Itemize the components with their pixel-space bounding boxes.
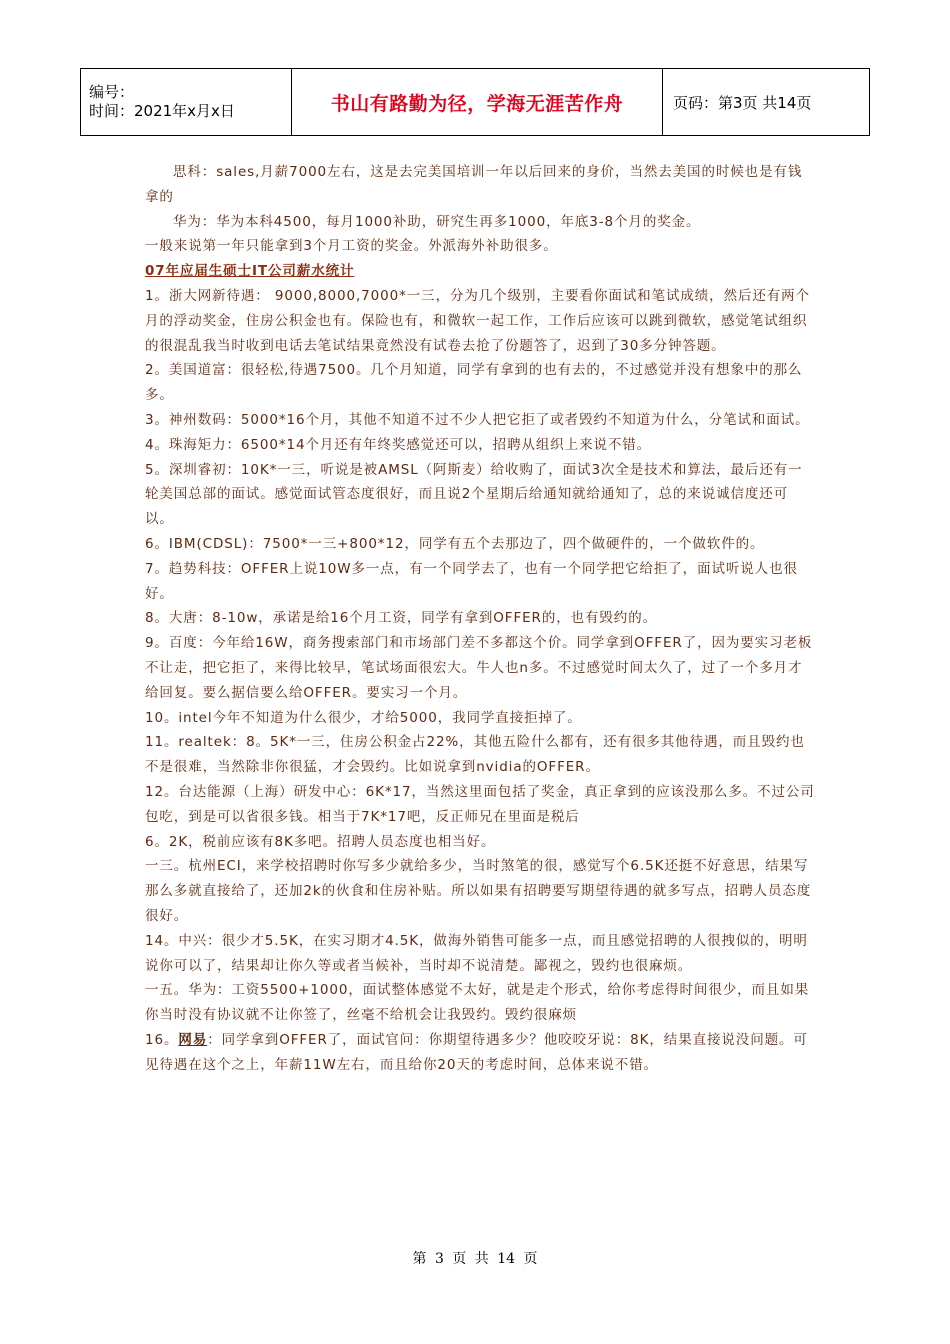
item16-company-link: 网易 <box>178 1031 208 1048</box>
list-item: 1。浙大网新待遇： 9000,8000,7000*一三，分为几个级别，主要看你面试和笔试成绩，然后还有两个月的浮动奖金，住房公积金也有。保险也有，和微软一起工作，工作后应该可以跳到微软，感觉笔试组织的很混乱我当时收到电话去笔试结果竟然没有试卷去抢了份题答了，迟到了30多分钟答题。 <box>145 287 810 354</box>
list-item: 7。趋势科技：OFFER上说10W多一点，有一个同学去了，也有一个同学把它给拒了，面试听说人也很好。 <box>145 560 798 602</box>
list-item: 11。realtek：8。5K*一三，住房公积金占22%，其他五险什么都有，还有很多其他待遇，而且毁约也不是很难，当然除非你很猛，才会毁约。比如说拿到nvidia的OFFER。 <box>145 734 805 776</box>
serial-label: 编号： <box>89 83 135 101</box>
list-item: 一三。杭州ECI，来学校招聘时你写多少就给多少，当时煞笔的很，感觉写个6.5K还挺不好意思，结果写那么多就直接给了，还加2k的伙食和住房补贴。所以如果有招聘要写期望待遇的就多写点，招聘人员态度很好。 <box>145 858 812 924</box>
page-footer: 第 3 页 共 14 页 <box>412 1251 538 1267</box>
header-page-info: 页码：第3页 共14页 <box>663 69 870 136</box>
item16-text: ：同学拿到OFFER了，面试官问：你期望待遇多少？他咬咬牙说：8K，结果直接说没问题。可见待遇在这个之上，年薪11W左右，而且给你20天的考虑时间，总体来说不错。 <box>145 1031 808 1073</box>
document-body <box>145 160 815 1077</box>
list-item: 6。IBM(CDSL)：7500*一三+800*12，同学有五个去那边了，四个做硬件的，一个做软件的。 <box>145 535 765 552</box>
list-item: 一五。华为：工资5500+1000，面试整体感觉不太好，就是走个形式，给你考虑得时间很少，而且如果你当时没有协议就不让你签了，丝毫不给机会让我毁约。毁约很麻烦 <box>145 982 810 1024</box>
list-item: 5。深圳睿初：10K*一三，听说是被AMSL（阿斯麦）给收购了，面试3次全是技术和算法，最后还有一轮美国总部的面试。感觉面试管态度很好，而且说2个星期后给通知就给通知了，总的来说诚信度还可以。 <box>145 461 803 528</box>
list-item: 14。中兴：很少才5.5K，在实习期才4.5K，做海外销售可能多一点，而且感觉招聘的人很拽似的，明明说你可以了，结果却让你久等或者当候补，当时却不说清楚。鄙视之，毁约也很麻烦。 <box>145 932 808 974</box>
paragraph-huawei-1: 华为：华为本科4500，每月1000补助，研究生再多1000，年底3-8个月的奖金。 <box>173 213 701 230</box>
page-header <box>80 68 870 136</box>
list-item: 10。intel今年不知道为什么很少，才给5000，我同学直接拒掉了。 <box>145 709 582 726</box>
list-item: 9。百度：今年给16W，商务搜索部门和市场部门差不多都这个价。同学拿到OFFER了，因为要实习老板不让走，把它拒了，来得比较早，笔试场面很宏大。牛人也n多。不过感觉时间太久了，过了一个多月才给回复。要么据信要么给OFFER。要实习一个月。 <box>145 635 813 701</box>
header-left-cell <box>81 69 292 136</box>
list-item: 8。大唐：8-10w，承诺是给16个月工资，同学有拿到OFFER的，也有毁约的。 <box>145 610 658 627</box>
list-item <box>145 1028 815 1078</box>
header-motto: 书山有路勤为径，学海无涯苦作舟 <box>292 69 663 136</box>
section-title: 07年应届生硕士IT公司薪水统计 <box>145 263 355 280</box>
date-line: 时间：2021年x月x日 <box>89 102 235 120</box>
list-item: 12。台达能源（上海）研发中心：6K*17，当然这里面包括了奖金，真正拿到的应该没那么多。不过公司包吃，到是可以省很多钱。相当于7K*17吧，反正师兄在里面是税后 <box>145 783 815 825</box>
list-item: 2。美国道富：很轻松,待遇7500。几个月知道，同学有拿到的也有去的，不过感觉并没有想象中的那么多。 <box>145 362 803 404</box>
list-item: 4。珠海矩力：6500*14个月还有年终奖感觉还可以，招聘从组织上来说不错。 <box>145 436 652 453</box>
list-item: 6。2K，税前应该有8K多吧。招聘人员态度也相当好。 <box>145 833 496 850</box>
paragraph-huawei-2: 一般来说第一年只能拿到3个月工资的奖金。外派海外补助很多。 <box>145 238 558 255</box>
paragraph-cisco: 思科：sales,月薪7000左右，这是去完美国培训一年以后回来的身价，当然去美国的时候也是有钱拿的 <box>145 164 803 205</box>
list-item: 3。神州数码：5000*16个月，其他不知道不过不少人把它拒了或者毁约不知道为什么，分笔试和面试。 <box>145 411 810 428</box>
item16-prefix: 16。 <box>145 1031 179 1048</box>
